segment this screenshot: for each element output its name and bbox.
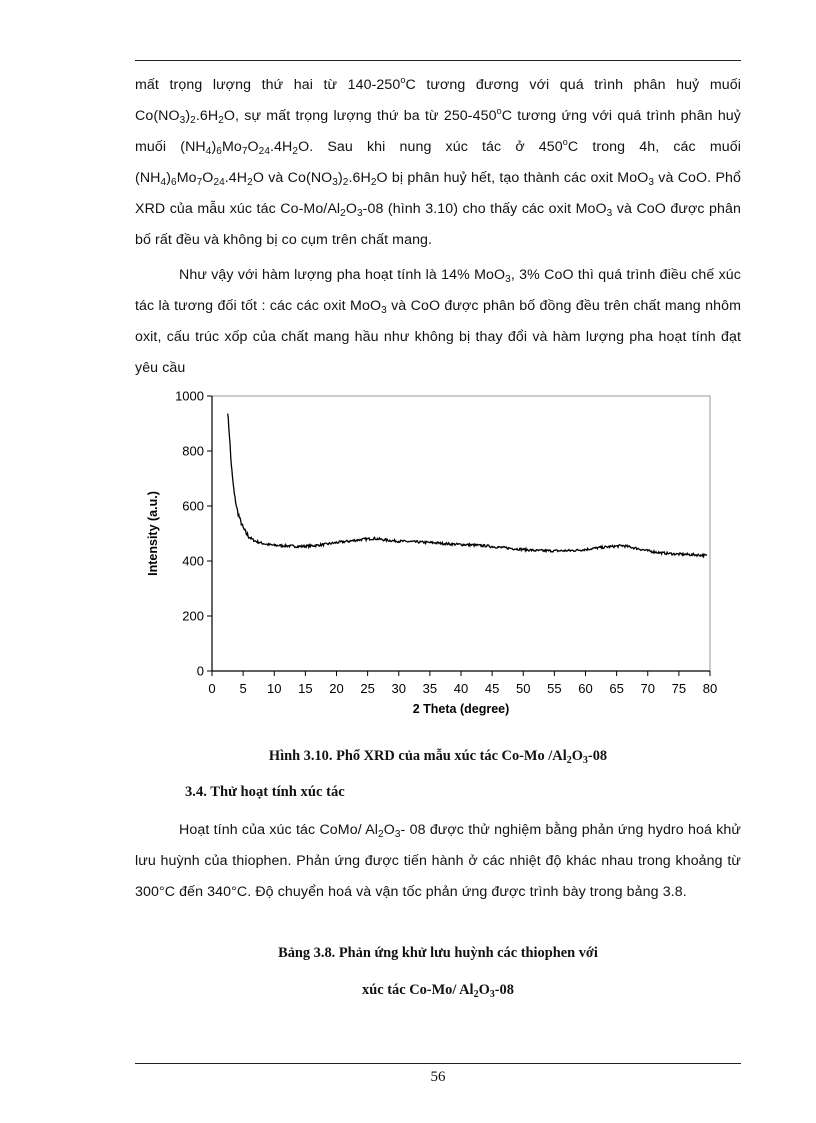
x-tick-label: 0 [208, 681, 216, 696]
table-caption-line1: Bảng 3.8. Phản ứng khử lưu huỳnh các thiophen với [278, 945, 598, 961]
x-tick-label: 30 [391, 681, 406, 696]
x-tick-label: 70 [640, 681, 655, 696]
header-rule [135, 60, 741, 61]
table-caption-line2: xúc tác Co-Mo/ $Al_2O_3-08$ [362, 982, 514, 1000]
figure-caption: Hình 3.10. Phổ XRD của mẫu xúc tác Co-Mo $/Al_2O_3-08$ [268, 748, 608, 766]
paragraph-conclusion: Như vậy với hàm lượng pha hoạt tính là 14% MoO$_3$, 3% CoO thì quá trình điều chế xúc tác là tương đối tốt : các các oxit MoO$_3$ và CoO được phân bố đồng đều trên chất mang nhôm oxit, cấu trúc xốp của chất mang hầu như không bị thay đổi và hàm lượng pha hoạt tính đạt yêu cầu [135, 267, 741, 376]
x-tick-label: 55 [547, 681, 562, 696]
xrd-chart [130, 382, 730, 727]
y-tick-label: 400 [182, 553, 204, 569]
x-tick-label: 45 [484, 681, 500, 696]
paragraph-thermal-analysis: mất trọng lượng thứ hai từ 140-250$^o$C tương đương với quá trình phân huỷ muối $Co(NO_3)_2.6H_2O$, sự mất trọng lượng thứ ba từ 250-450$^o$C tương ứng với quá trình phân huỷ muối $(NH_4)_6Mo_7O_{24}.4H_2O$. Sau khi nung xúc tác ở 450$^o$C trong 4h, các muối $(NH_4)_6Mo_7O_{24}.4H_2O$ và $Co(NO_3)_2.6H_2O$ bị phân huỷ hết, tạo thành các oxit MoO$_3$ và CoO. Phổ XRD của mẫu xúc tác $Co-Mo/Al_2O_3-08$ (hình 3.10) cho thấy các oxit MoO$_3$ và CoO được phân bố rất đều và không bị co cụm trên chất mang. [135, 75, 741, 248]
x-tick-label: 60 [578, 681, 593, 696]
x-tick-label: 25 [360, 681, 375, 696]
y-tick-label: 800 [182, 443, 204, 459]
y-tick-label: 600 [182, 498, 204, 514]
y-axis-label: Intensity (a.u.) [146, 491, 160, 576]
x-tick-label: 40 [453, 681, 469, 696]
x-axis-label: 2 Theta (degree) [412, 702, 510, 716]
y-tick-label: 200 [182, 608, 204, 624]
x-tick-label: 5 [239, 681, 247, 696]
page-number: 56 [430, 1069, 446, 1085]
x-tick-label: 65 [609, 681, 624, 696]
x-tick-label: 10 [267, 681, 282, 696]
x-tick-label: 75 [671, 681, 687, 696]
footer-rule [135, 1063, 741, 1064]
section-heading: 3.4. Thử hoạt tính xúc tác [185, 784, 345, 800]
y-tick-label: 0 [196, 663, 204, 679]
x-tick-label: 50 [516, 681, 531, 696]
y-tick-label: 1000 [175, 388, 204, 404]
plot-frame [212, 396, 710, 671]
x-tick-label: 20 [329, 681, 344, 696]
paragraph-activity-test: Hoạt tính của xúc tác CoMo/ $Al_2O_3-$ 08 được thử nghiệm bằng phản ứng hydro hoá khử lưu huỳnh của thiophen. Phản ứng được tiến hành ở các nhiệt độ khác nhau trong khoảng từ 300°C đến 340°C. Độ chuyển hoá và vận tốc phản ứng được trình bày trong bảng 3.8. [135, 822, 741, 900]
x-tick-label: 80 [702, 681, 718, 696]
xrd-series-line [228, 414, 707, 557]
x-tick-label: 35 [422, 681, 438, 696]
x-tick-label: 15 [298, 681, 313, 696]
